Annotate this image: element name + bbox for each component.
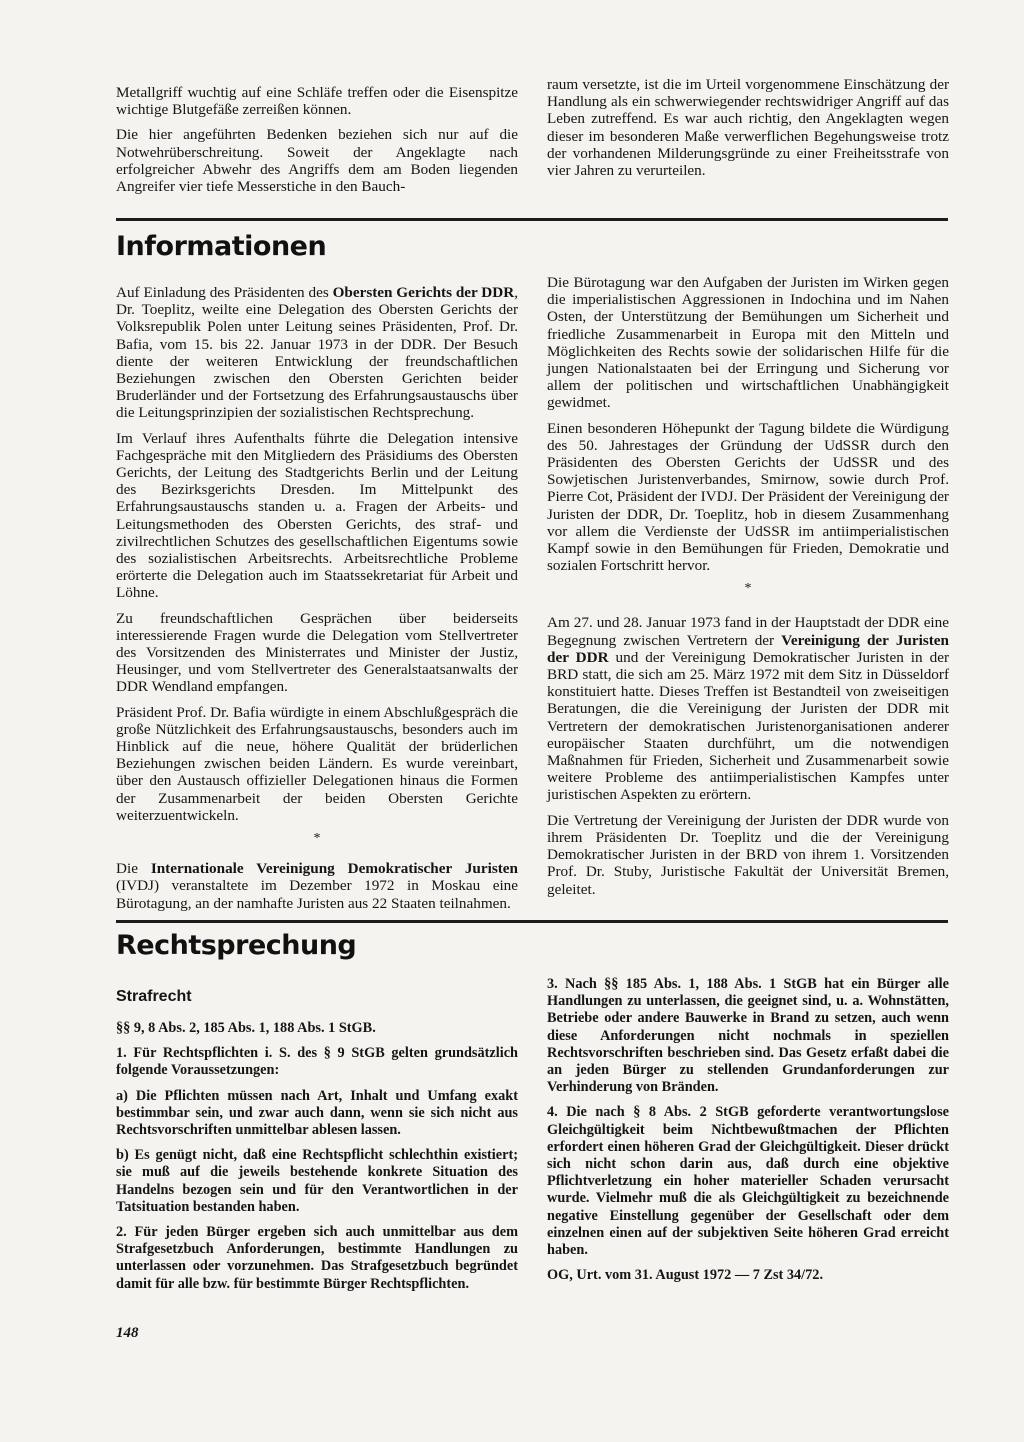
paragraph: 3. Nach §§ 185 Abs. 1, 188 Abs. 1 StGB hat ein Bürger alle Handlungen zu unterlassen, die geeignet sind, u. a. Wohnstätten, Betriebe oder andere Bauwerke in Brand zu setzen, auch wenn diese Anforderungen nicht nochmals in speziellen Rechtsvorschriften beschrieben sind. Das Gesetz erfaßt dabei die an jeden Bürger zu stellenden Grundanforderungen zur Verhinderung von Bränden. (547, 976, 949, 1096)
top-right-column (547, 76, 949, 187)
paragraph: Einen besonderen Höhepunkt der Tagung bildete die Würdigung des 50. Jahrestages der Gründung der UdSSR durch den Präsidenten des Obersten Gerichts der UdSSR und des Sowjetischen Juristenverbandes, Smirnow, sowie durch Prof. Pierre Cot, Präsident der IVDJ. Der Präsident der Vereinigung der Juristen der DDR, Dr. Toeplitz, hob in diesem Zusammenhang vor allem die Verdienste der UdSSR im antiimperialistischen Kampf sowie in den Bemühungen für Frieden, Demokratie und sozialen Fortschritt hervor. (547, 419, 949, 575)
section-rule (116, 920, 948, 923)
paragraph: 1. Für Rechtspflichten i. S. des § 9 StGB gelten grundsätzlich folgende Voraussetzungen: (116, 1045, 518, 1079)
paragraph: Zu freundschaftlichen Gesprächen über beiderseits interessierende Fragen wurde die Delegation vom Stellvertreter des Vorsitzenden des Ministerrates und Minister der Justiz, Heusinger, und vom Stellvertreter des Generalstaatsanwalts der DDR Wendland empfangen. (116, 609, 518, 696)
paragraph: Die hier angeführten Bedenken beziehen sich nur auf die Notwehrüberschreitung. Soweit der Angeklagte nach erfolgreicher Abwehr des Angriffs dem am Boden liegenden Angreifer vier tiefe Messerstiche in den Bauch- (116, 126, 518, 196)
paragraph: 4. Die nach § 8 Abs. 2 StGB geforderte verantwortungslose Gleichgültigkeit beim Nichtbewußtmachen der Pflichten erfordert einen höheren Grad der Gleichgültigkeit. Dieser drückt sich nicht schon darin aus, daß durch eine objektive Pflichtverletzung ein hoher materieller Schaden verursacht wurde. Vielmehr muß die als Gleichgültigkeit zu bezeichnende negative Einstellung gegenüber der Gesellschaft oder dem einzelnen einen auf der subjektiven Seite höheren Grad erreicht haben. (547, 1104, 949, 1259)
legal-reference: §§ 9, 8 Abs. 2, 185 Abs. 1, 188 Abs. 1 StGB. (116, 1020, 376, 1036)
rechtsprechung-left-column (116, 988, 518, 1301)
paragraph: Metallgriff wuchtig auf eine Schläfe treffen oder die Eisenspitze wichtige Blutgefäße zerreißen können. (116, 84, 518, 119)
paragraph: Präsident Prof. Dr. Bafia würdigte in einem Abschlußgespräch die große Nützlichkeit des Erfahrungsaustauschs, besonders auch im Hinblick auf die neue, höhere Qualität der brüderlichen Beziehungen zwischen beiden Ländern. Es wurde vereinbart, über den Austausch offizieller Delegationen hinaus die Formen der Zusammenarbeit der beiden Obersten Gerichte weiterzuentwickeln. (116, 703, 518, 824)
paragraph: a) Die Pflichten müssen nach Art, Inhalt und Umfang exakt bestimmbar sein, und zwar auch dann, wenn sie sich nicht aus Rechtsvorschriften unmittelbar ablesen lassen. (116, 1087, 518, 1139)
informationen-left-column (116, 284, 518, 920)
top-left-column (116, 84, 518, 203)
informationen-right-column (547, 274, 949, 906)
paragraph: Am 27. und 28. Januar 1973 fand in der Hauptstadt der DDR eine Begegnung zwischen Vertretern der Vereinigung der Juristen der DDR und der Vereinigung Demokratischer Juristen in der BRD statt, die sich am 25. März 1972 mit dem Sitz in Düsseldorf konstituiert hatte. Dieses Treffen ist Bestandteil von zweiseitigen Beratungen, die die Vereinigung der Juristen der DDR mit Vertretern der demokratischen Juristenorganisationen anderer europäischer Staaten durchführt, um die notwendigen Maßnahmen für Frieden, Sicherheit und Zusammenarbeit sowie weitere Probleme des antiimperialistischen Kampfes unter juristischen Aspekten zu erörtern. (547, 614, 949, 804)
section-rule (116, 218, 948, 221)
court-citation: OG, Urt. vom 31. August 1972 — 7 Zst 34/72. (547, 1267, 824, 1284)
paragraph: Die Bürotagung war den Aufgaben der Juristen im Wirken gegen die imperialistischen Aggressionen in Indochina und im Nahen Osten, der Unterstützung der Bemühungen um Sicherheit und friedliche Zusammenarbeit in Europa mit den Mitteln und Möglichkeiten des Rechts sowie der solidarischen Hilfe für die jungen Nationalstaaten bei der Erringung und Sicherung vor allem der politischen und wirtschaftlichen Unabhängigkeit gewidmet. (547, 274, 949, 412)
section-title-informationen: Informationen (116, 231, 327, 262)
paragraph: Im Verlauf ihres Aufenthalts führte die Delegation intensive Fachgespräche mit den Mitgliedern des Präsidiums des Obersten Gerichts, der Leitung des Stadtgerichts Berlin und der Leitung des Bezirksgerichts Dresden. Im Mittelpunkt des Erfahrungsaustauschs standen u. a. Fragen der Arbeits- und Leitungsmethoden des Obersten Gerichts, des straf- und zivilrechtlichen Schutzes des gesellschaftlichen Eigentums sowie des sozialistischen Arbeitsrechts. Arbeitsrechtliche Probleme erörterte die Delegation auch im Staatssekretariat für Arbeit und Löhne. (116, 429, 518, 602)
paragraph: Die Internationale Vereinigung Demokratischer Juristen (IVDJ) veranstaltete im Dezember 1972 in Moskau eine Bürotagung, an der namhafte Juristen aus 22 Staaten teilnahmen. (116, 860, 518, 912)
paragraph: Die Vertretung der Vereinigung der Juristen der DDR wurde von ihrem Präsidenten Dr. Toeplitz und die der Vereinigung Demokratischer Juristen in der BRD von ihrem 1. Vorsitzenden Prof. Dr. Stuby, Juristische Fakultät der Universität Bremen, geleitet. (547, 811, 949, 898)
separator-asterisk: * (744, 581, 752, 597)
paragraph: 2. Für jeden Bürger ergeben sich auch unmittelbar aus dem Strafgesetzbuch Anforderungen, bestimmte Handlungen zu unterlassen oder vorzunehmen. Das Strafgesetzbuch begründet damit für alle bzw. für bestimmte Bürger Rechtspflichten. (116, 1224, 518, 1292)
paragraph: Auf Einladung des Präsidenten des Obersten Gerichts der DDR, Dr. Toeplitz, weilte eine Delegation des Obersten Gerichts der Volksrepublik Polen unter Leitung seines Präsidenten, Prof. Dr. Bafia, vom 15. bis 22. Januar 1973 in der DDR. Der Besuch diente der weiteren Entwicklung der freundschaftlichen Beziehungen zwischen den Obersten Gerichten beider Bruderländer und der Fortsetzung des Erfahrungsaustauschs über die Leitungsprinzipien der sozialistischen Rechtsprechung. (116, 284, 519, 422)
rechtsprechung-right-column (547, 976, 949, 1292)
separator-asterisk: * (313, 831, 321, 847)
paragraph: raum versetzte, ist die im Urteil vorgenommene Einschätzung der Handlung als ein schwerwiegender rechtswidriger Angriff auf das Leben zutreffend. Es war auch richtig, den Angeklagten wegen dieser im besonderen Maße verwerflichen Begehungsweise trotz der vorhandenen Milderungsgründe zu einer Freiheitsstrafe von vier Jahren zu verurteilen. (547, 76, 949, 180)
subsection-heading: Strafrecht (116, 988, 192, 1005)
section-title-rechtsprechung: Rechtsprechung (116, 930, 357, 961)
page-number: 148 (116, 1325, 139, 1341)
paragraph: b) Es genügt nicht, daß eine Rechtspflicht schlechthin existiert; sie muß auf die jeweils bestehende konkrete Situation des Handelns bezogen sein und für den Verantwortlichen in der Tatsituation bestanden haben. (116, 1147, 518, 1215)
